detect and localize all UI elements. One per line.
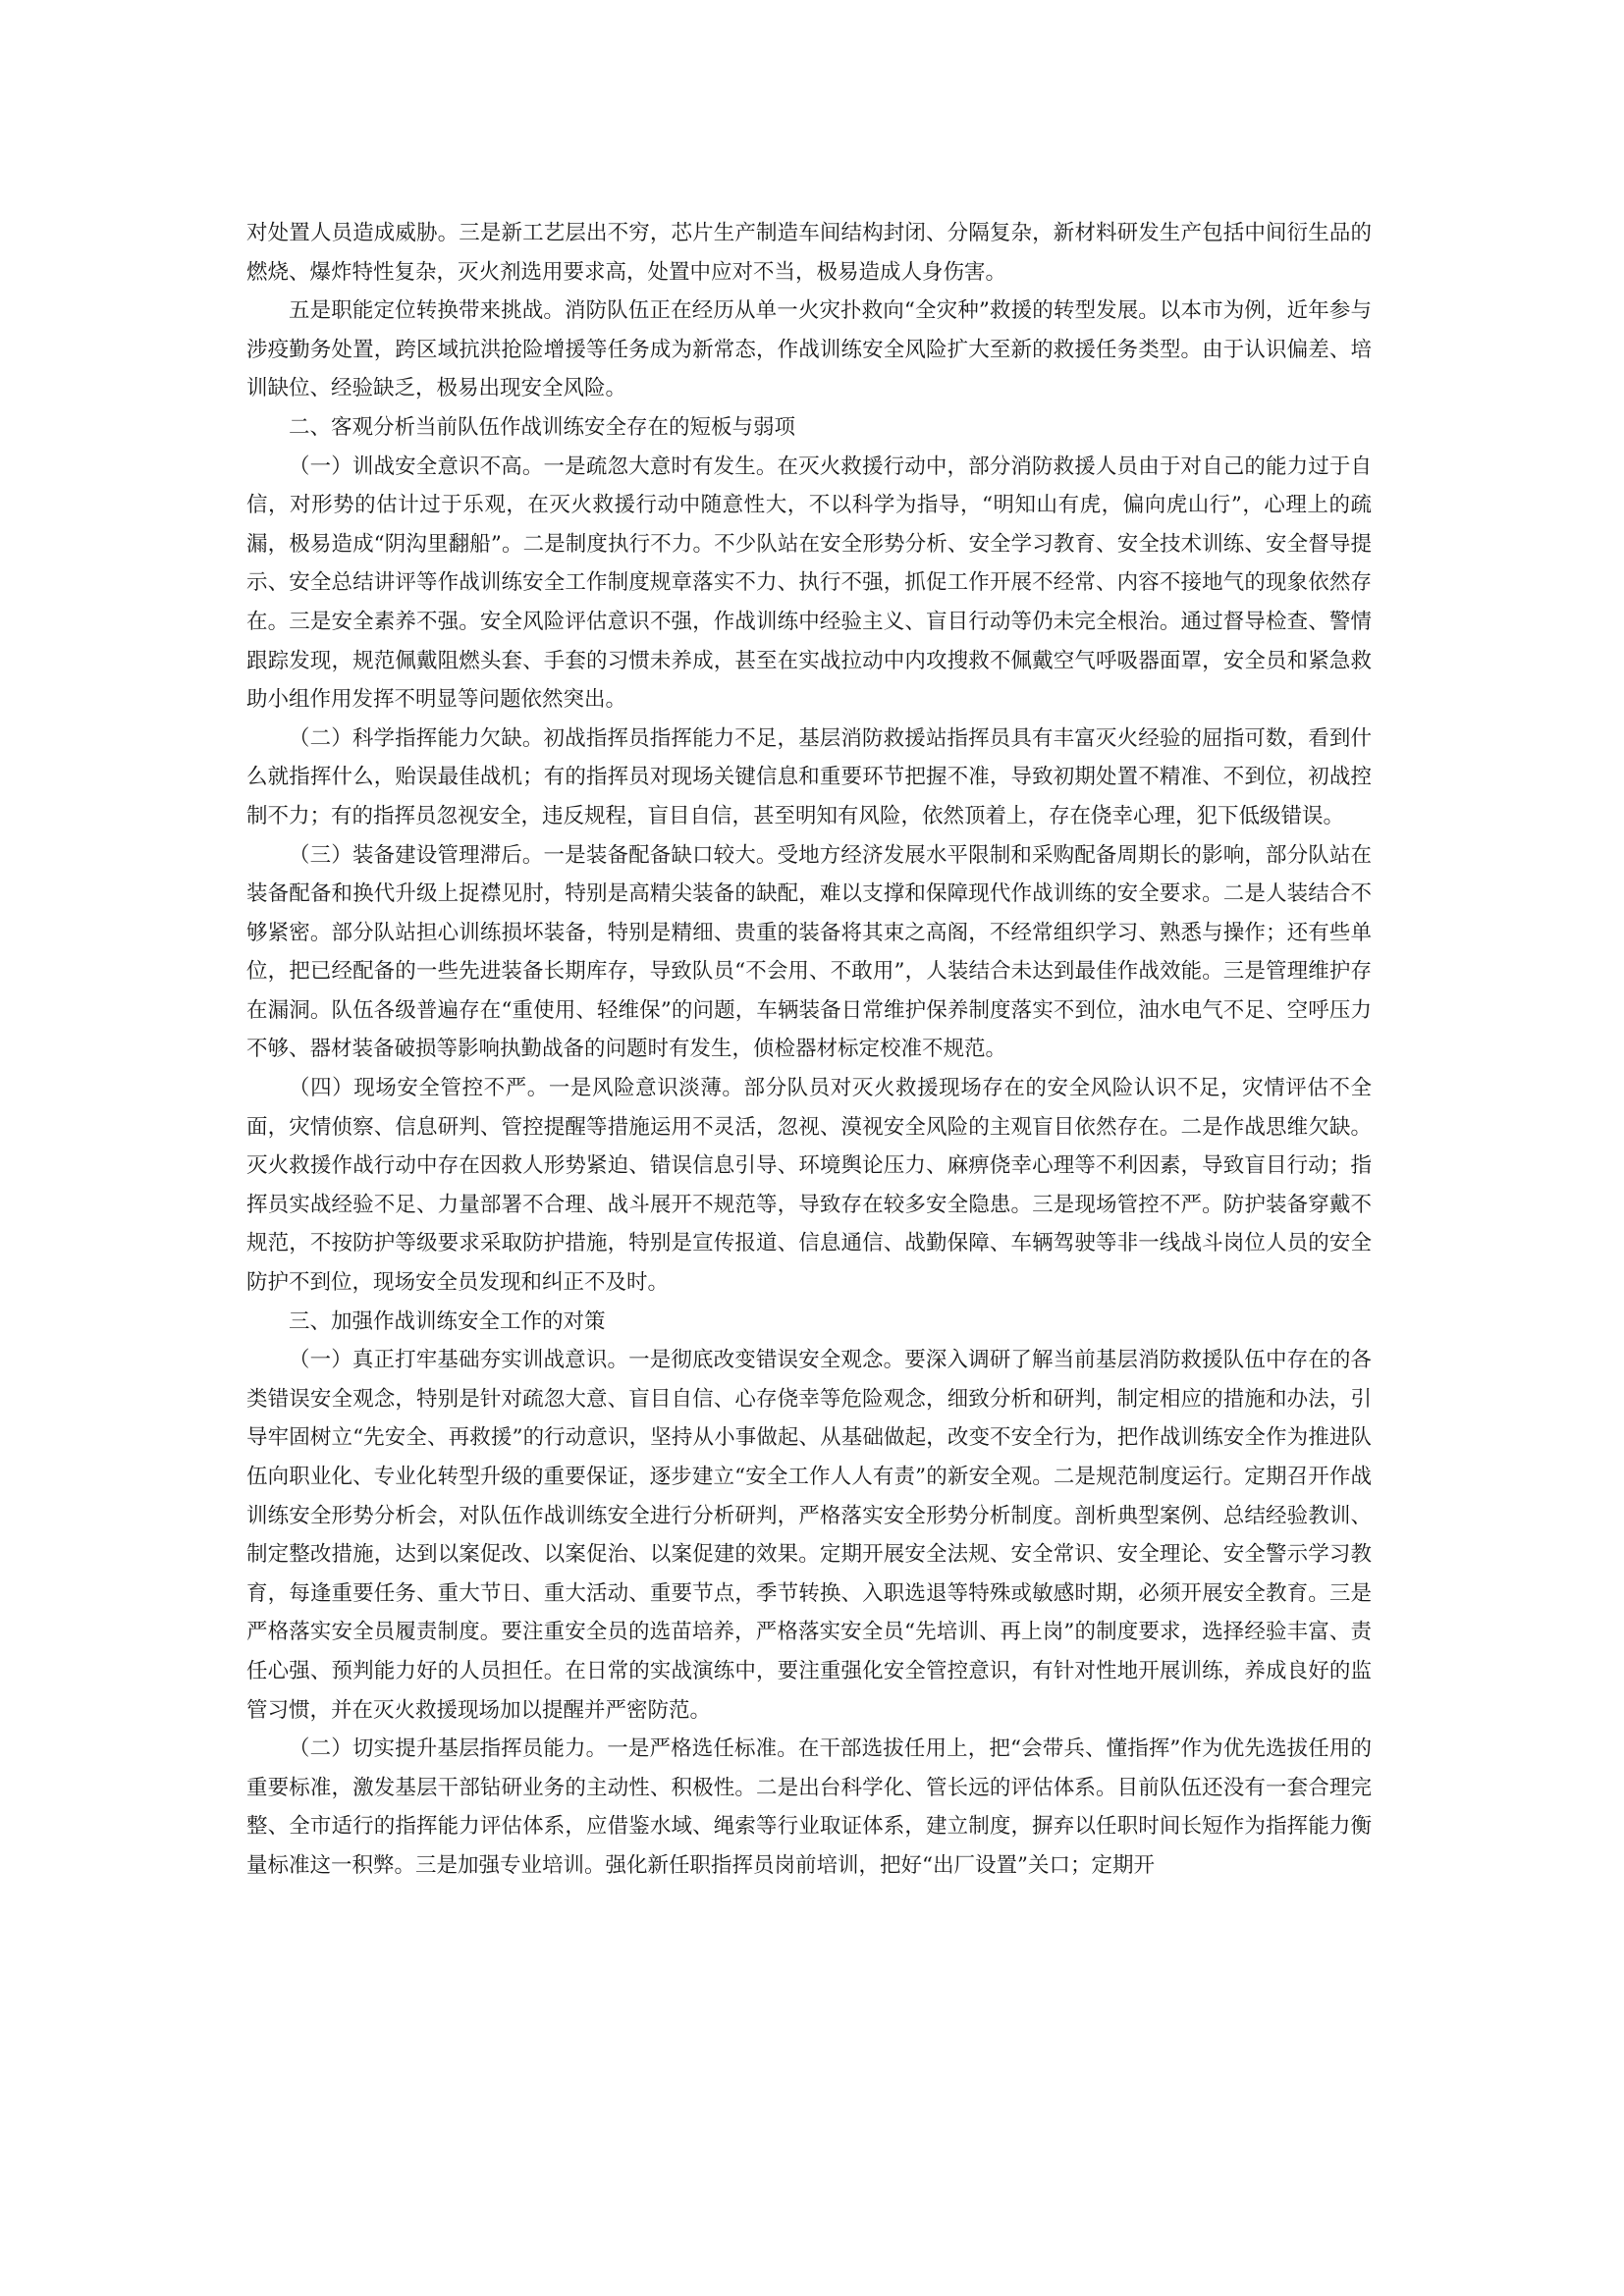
paragraph-continuation: 对处置人员造成威胁。三是新工艺层出不穷，芯片生产制造车间结构封闭、分隔复杂，新材料研发生产包括中间衍生品的燃烧、爆炸特性复杂，灭火剂选用要求高，处置中应对不当，极易造成人身伤害。	[246, 221, 1372, 285]
paragraph: （一）训战安全意识不高。一是疏忽大意时有发生。在灭火救援行动中，部分消防救援人员由于对自己的能力过于自信，对形势的估计过于乐观，在灭火救援行动中随意性大，不以科学为指导，“明知山有虎，偏向虎山行”，心理上的疏漏，极易造成“阴沟里翻船”。二是制度执行不力。不少队站在安全形势分析、安全学习教育、安全技术训练、安全督导提示、安全总结讲评等作战训练安全工作制度规章落实不力、执行不强，抓促工作开展不经常、内容不接地气的现象依然存在。三是安全素养不强。安全风险评估意识不强，作战训练中经验主义、盲目行动等仍未完全根治。通过督导检查、警情跟踪发现，规范佩戴阻燃头套、手套的习惯未养成，甚至在实战拉动中内攻搜救不佩戴空气呼吸器面罩，安全员和紧急救助小组作用发挥不明显等问题依然突出。	[246, 454, 1372, 713]
section-heading: 三、加强作战训练安全工作的对策	[289, 1308, 606, 1334]
paragraph: （三）装备建设管理滞后。一是装备配备缺口较大。受地方经济发展水平限制和采购配备周期长的影响，部分队站在装备配备和换代升级上捉襟见肘，特别是高精尖装备的缺配，难以支撑和保障现代作战训练的安全要求。二是人装结合不够紧密。部分队站担心训练损坏装备，特别是精细、贵重的装备将其束之高阁，不经常组织学习、熟悉与操作；还有些单位，把已经配备的一些先进装备长期库存，导致队员“不会用、不敢用”，人装结合未达到最佳作战效能。三是管理维护存在漏洞。队伍各级普遍存在“重使用、轻维保”的问题，车辆装备日常维护保养制度落实不到位，油水电气不足、空呼压力不够、器材装备破损等影响执勤战备的问题时有发生，侦检器材标定校准不规范。	[246, 842, 1372, 1062]
paragraph: （二）科学指挥能力欠缺。初战指挥员指挥能力不足，基层消防救援站指挥员具有丰富灭火经验的屈指可数，看到什么就指挥什么，贻误最佳战机；有的指挥员对现场关键信息和重要环节把握不准，导致初期处置不精准、不到位，初战控制不力；有的指挥员忽视安全，违反规程，盲目自信，甚至明知有风险，依然顶着上，存在侥幸心理，犯下低级错误。	[246, 725, 1372, 828]
document-page	[246, 214, 1372, 1886]
paragraph: （一）真正打牢基础夯实训战意识。一是彻底改变错误安全观念。要深入调研了解当前基层消防救援队伍中存在的各类错误安全观念，特别是针对疏忽大意、盲目自信、心存侥幸等危险观念，细致分析和研判，制定相应的措施和办法，引导牢固树立“先安全、再救援”的行动意识，坚持从小事做起、从基础做起，改变不安全行为，把作战训练安全作为推进队伍向职业化、专业化转型升级的重要保证，逐步建立“安全工作人人有责”的新安全观。二是规范制度运行。定期召开作战训练安全形势分析会，对队伍作战训练安全进行分析研判，严格落实安全形势分析制度。剖析典型案例、总结经验教训、制定整改措施，达到以案促改、以案促治、以案促建的效果。定期开展安全法规、安全常识、安全理论、安全警示学习教育，每逢重要任务、重大节日、重大活动、重要节点，季节转换、入职选退等特殊或敏感时期，必须开展安全教育。三是严格落实安全员履责制度。要注重安全员的选苗培养，严格落实安全员“先培训、再上岗”的制度要求，选择经验丰富、责任心强、预判能力好的人员担任。在日常的实战演练中，要注重强化安全管控意识，有针对性地开展训练，养成良好的监管习惯，并在灭火救援现场加以提醒并严密防范。	[246, 1348, 1372, 1723]
paragraph: （二）切实提升基层指挥员能力。一是严格选任标准。在干部选拔任用上，把“会带兵、懂指挥”作为优先选拔任用的重要标准，激发基层干部钻研业务的主动性、积极性。二是出台科学化、管长远的评估体系。目前队伍还没有一套合理完整、全市适行的指挥能力评估体系，应借鉴水域、绳索等行业取证体系，建立制度，摒弃以任职时间长短作为指挥能力衡量标准这一积弊。三是加强专业培训。强化新任职指挥员岗前培训，把好“出厂设置”关口；定期开	[246, 1736, 1372, 1878]
paragraph: （四）现场安全管控不严。一是风险意识淡薄。部分队员对灭火救援现场存在的安全风险认识不足，灾情评估不全面，灾情侦察、信息研判、管控提醒等措施运用不灵活，忽视、漠视安全风险的主观盲目依然存在。二是作战思维欠缺。灭火救援作战行动中存在因救人形势紧迫、错误信息引导、环境舆论压力、麻痹侥幸心理等不利因素，导致盲目行动；指挥员实战经验不足、力量部署不合理、战斗展开不规范等，导致存在较多安全隐患。三是现场管控不严。防护装备穿戴不规范，不按防护等级要求采取防护措施，特别是宣传报道、信息通信、战勤保障、车辆驾驶等非一线战斗岗位人员的安全防护不到位，现场安全员发现和纠正不及时。	[246, 1076, 1372, 1296]
paragraph: 五是职能定位转换带来挑战。消防队伍正在经历从单一火灾扑救向“全灾种”救援的转型发展。以本市为例，近年参与涉疫勤务处置，跨区域抗洪抢险增援等任务成为新常态，作战训练安全风险扩大至新的救援任务类型。由于认识偏差、培训缺位、经验缺乏，极易出现安全风险。	[246, 298, 1372, 401]
section-heading: 二、客观分析当前队伍作战训练安全存在的短板与弱项	[289, 414, 796, 440]
